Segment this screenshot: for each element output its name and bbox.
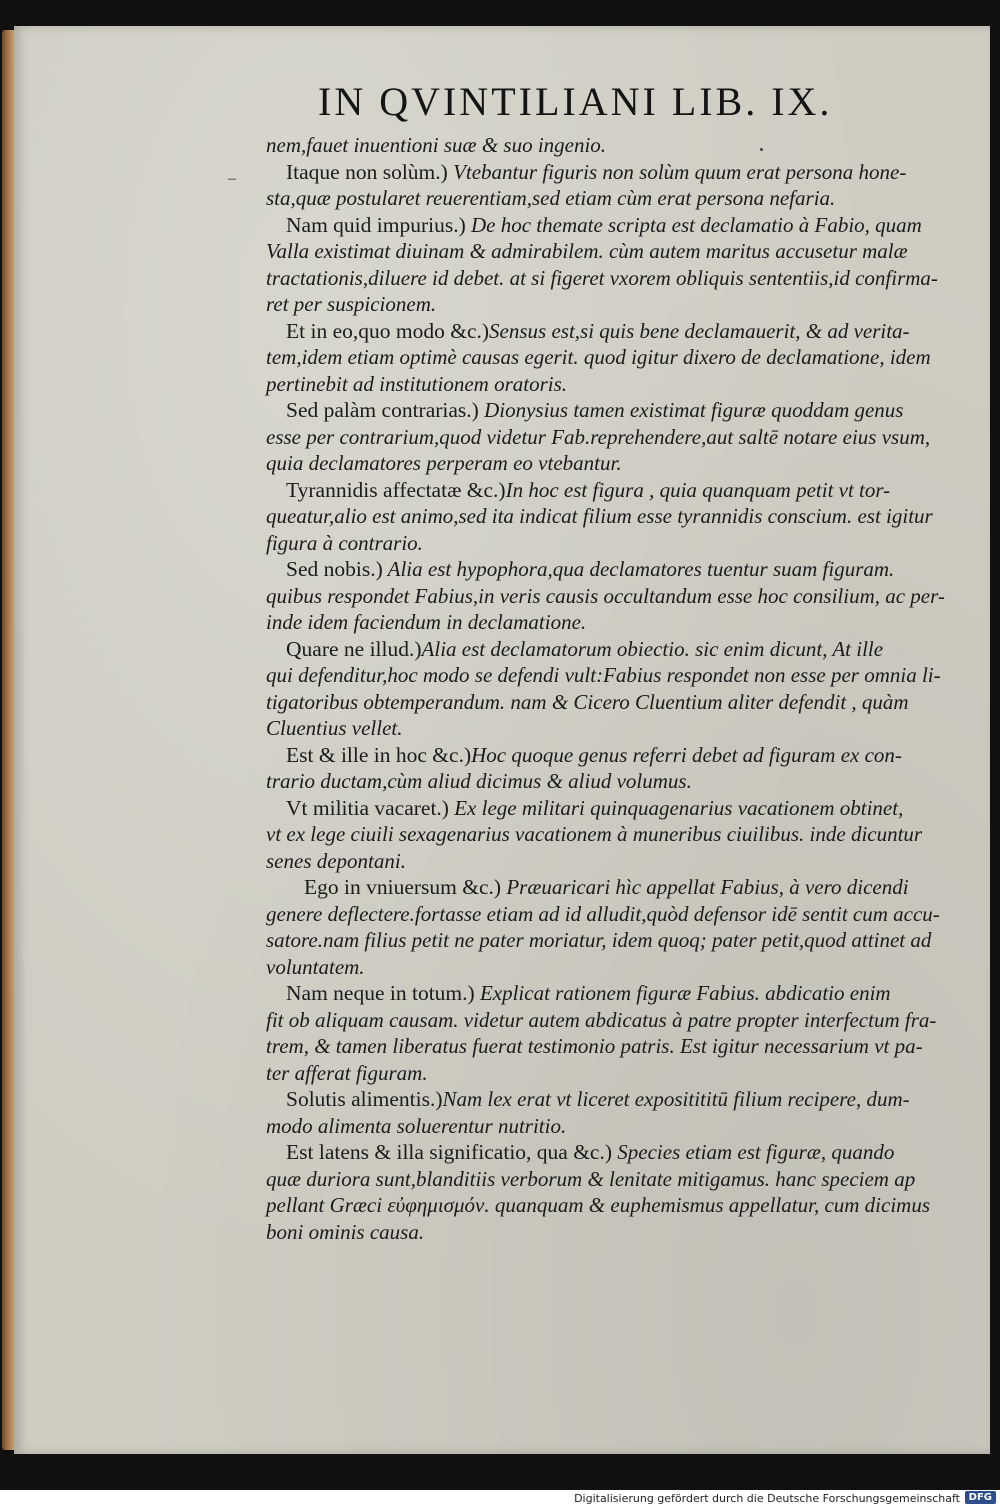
margin-mark: –: [228, 170, 236, 187]
paragraph: [266, 795, 978, 875]
paragraph: [266, 477, 978, 557]
line-text: queatur,alio est animo,sed ita indicat filium esse tyrannidis conscium. est igitur: [266, 504, 933, 528]
line-text: Ex lege militari quinquagenarius vacationem obtinet,: [448, 795, 904, 820]
line-text: Præuaricari hìc appellat Fabius, à vero dicendi: [501, 875, 909, 899]
text-line: [266, 874, 978, 901]
lemma: Est & ille in hoc &c.): [286, 742, 472, 767]
text-line: [266, 344, 978, 371]
lemma: Vt militia vacaret.): [286, 795, 449, 820]
text-line: [266, 768, 978, 795]
text-line: [266, 1113, 978, 1140]
paragraph: [266, 636, 978, 742]
paragraph: [266, 132, 978, 159]
line-text: Dionysius tamen existimat figuræ quoddam genus: [478, 398, 904, 422]
footer-credit: Digitalisierung gefördert durch die Deutsche Forschungsgemeinschaft: [574, 1492, 960, 1505]
line-text: pertinebit ad institutionem oratoris.: [266, 371, 568, 396]
paragraph: [266, 874, 978, 980]
line-text: Alia est declamatorum obiectio. sic enim dicunt, At ille: [421, 636, 884, 661]
line-text: fit ob aliquam causam. videtur autem abdicatus à patre propter interfectum fra-: [266, 1007, 937, 1032]
line-text: Hoc quoque genus referri debet ad figuram ex con-: [471, 742, 902, 767]
text-line: [266, 1166, 978, 1193]
text-line: [266, 715, 978, 742]
text-line: [266, 927, 978, 954]
text-line: [266, 662, 978, 689]
line-text: senes depontani.: [266, 848, 406, 873]
paragraph: [266, 159, 978, 212]
line-text: quia declamatores perperam eo vtebantur.: [266, 451, 622, 475]
text-line: [266, 159, 978, 186]
lemma: Est latens & illa significatio, qua &c.): [286, 1140, 613, 1164]
text-line: [266, 397, 978, 424]
line-text: satore.nam filius petit ne pater moriatur, idem quoq; pater petit,quod attinet ad: [266, 928, 932, 952]
paragraph: [266, 980, 978, 1086]
text-line: [266, 265, 978, 292]
text-line: [266, 954, 978, 981]
text-line: [266, 848, 978, 875]
text-line: [266, 1219, 978, 1246]
text-line: [266, 1033, 978, 1060]
paragraph: [266, 1139, 978, 1245]
line-text: Nam lex erat vt liceret expositititū filium recipere, dum-: [442, 1087, 910, 1111]
line-text: inde idem faciendum in declamatione.: [266, 610, 587, 634]
text-line: [266, 901, 978, 928]
line-text: De hoc themate scripta est declamatio à Fabio, quam: [465, 212, 922, 237]
line-text: figura à contrario.: [266, 530, 423, 555]
text-line: [266, 980, 978, 1007]
lemma: Nam quid impurius.): [286, 212, 466, 237]
line-text: tigatoribus obtemperandum. nam & Cicero Cluentium aliter defendit , quàm: [266, 689, 909, 714]
lemma: Sed nobis.): [286, 557, 383, 581]
commentary-text: [266, 132, 978, 1245]
line-text: Vtebantur figuris non solùm quum erat persona hone-: [447, 159, 907, 184]
text-line: [266, 636, 978, 663]
line-text: trario ductam,cùm aliud dicimus & aliud volumus.: [266, 769, 692, 793]
lemma: Quare ne illud.): [286, 636, 422, 661]
text-line: [266, 450, 978, 477]
line-text: modo alimenta soluerentur nutritio.: [266, 1113, 567, 1138]
line-text: vt ex lege ciuili sexagenarius vacationem à muneribus ciuilibus. inde dicuntur: [266, 822, 923, 846]
lemma: Et in eo,quo modo &c.): [286, 318, 490, 343]
footer-bar: [0, 1490, 1000, 1508]
lemma: Tyrannidis affectatæ &c.): [286, 477, 506, 502]
line-text: ter afferat figuram.: [266, 1060, 428, 1085]
text-line: [266, 821, 978, 848]
line-text: tem,idem etiam optimè causas egerit. quod igitur dixero de declamatione, idem: [266, 345, 931, 369]
paragraph: [266, 397, 978, 477]
text-line: [266, 556, 978, 583]
running-head: IN QVINTILIANI LIB. IX.: [318, 79, 833, 124]
text-line: [266, 424, 978, 451]
text-line: [266, 795, 978, 822]
text-line: [266, 530, 978, 557]
paragraph: [266, 318, 978, 398]
text-line: [266, 1086, 978, 1113]
text-line: [266, 477, 978, 504]
line-text: Species etiam est figuræ, quando: [612, 1140, 895, 1164]
paragraph: [266, 556, 978, 636]
line-text: qui defenditur,hoc modo se defendi vult:Fabius respondet non esse per omnia li-: [266, 663, 941, 687]
line-text: esse per contrarium,quod videtur Fab.reprehendere,aut saltē notare eius vsum,: [266, 424, 931, 449]
text-line: [266, 1007, 978, 1034]
line-text: pellant Græci εὐφημισμόν. quanquam & euphemismus appellatur, cum dicimus: [266, 1193, 931, 1217]
text-line: [266, 291, 978, 318]
text-line: [266, 583, 978, 610]
lemma: Ego in vniuersum &c.): [304, 875, 502, 899]
paragraph: [266, 1086, 978, 1139]
line-text: genere deflectere.fortasse etiam ad id alludit,quòd defensor idē sentit cum accu-: [266, 901, 940, 926]
text-line: [266, 689, 978, 716]
line-text: Alia est hypophora,qua declamatores tuentur suam figuram.: [382, 557, 895, 581]
text-line: [266, 1139, 978, 1166]
line-text: voluntatem.: [266, 954, 365, 979]
text-line: [266, 1192, 978, 1219]
line-text: Sensus est,si quis bene declamauerit, & ad verita-: [489, 318, 910, 343]
line-text: In hoc est figura , quia quanquam petit vt tor-: [505, 477, 891, 502]
text-line: [266, 238, 978, 265]
lemma: Solutis alimentis.): [286, 1087, 443, 1111]
line-text: nem,fauet inuentioni suæ & suo ingenio.: [266, 133, 607, 157]
text-line: [266, 1060, 978, 1087]
paragraph: [266, 742, 978, 795]
lemma: Itaque non solùm.): [286, 159, 448, 184]
line-text: ret per suspicionem.: [266, 292, 437, 316]
line-text: sta,quæ postularet reuerentiam,sed etiam cùm erat persona nefaria.: [266, 186, 836, 210]
paragraph: [266, 212, 978, 318]
text-line: [266, 318, 978, 345]
line-text: tractationis,diluere id debet. at si figeret vxorem obliquis sententiis,id confirma-: [266, 265, 938, 290]
lemma: Sed palàm contrarias.): [286, 398, 479, 422]
line-text: boni ominis causa.: [266, 1219, 425, 1244]
dfg-logo: DFG: [965, 1491, 996, 1504]
text-line: [266, 185, 978, 212]
text-line: [266, 609, 978, 636]
text-line: [266, 503, 978, 530]
line-text: Explicat rationem figuræ Fabius. abdicatio enim: [474, 981, 891, 1005]
text-line: [266, 742, 978, 769]
text-line: [266, 132, 978, 159]
line-text: quæ duriora sunt,blanditiis verborum & lenitate mitigamus. hanc speciem ap: [266, 1166, 916, 1191]
text-line: [266, 212, 978, 239]
line-text: Valla existimat diuinam & admirabilem. cùm autem maritus accusetur malæ: [266, 239, 908, 263]
line-text: trem, & tamen liberatus fuerat testimonio patris. Est igitur necessarium vt pa-: [266, 1034, 923, 1058]
line-text: quibus respondet Fabius,in veris causis occultandum esse hoc consilium, ac per-: [266, 583, 945, 608]
text-line: [266, 371, 978, 398]
lemma: Nam neque in totum.): [286, 981, 475, 1005]
line-text: Cluentius vellet.: [266, 716, 403, 740]
